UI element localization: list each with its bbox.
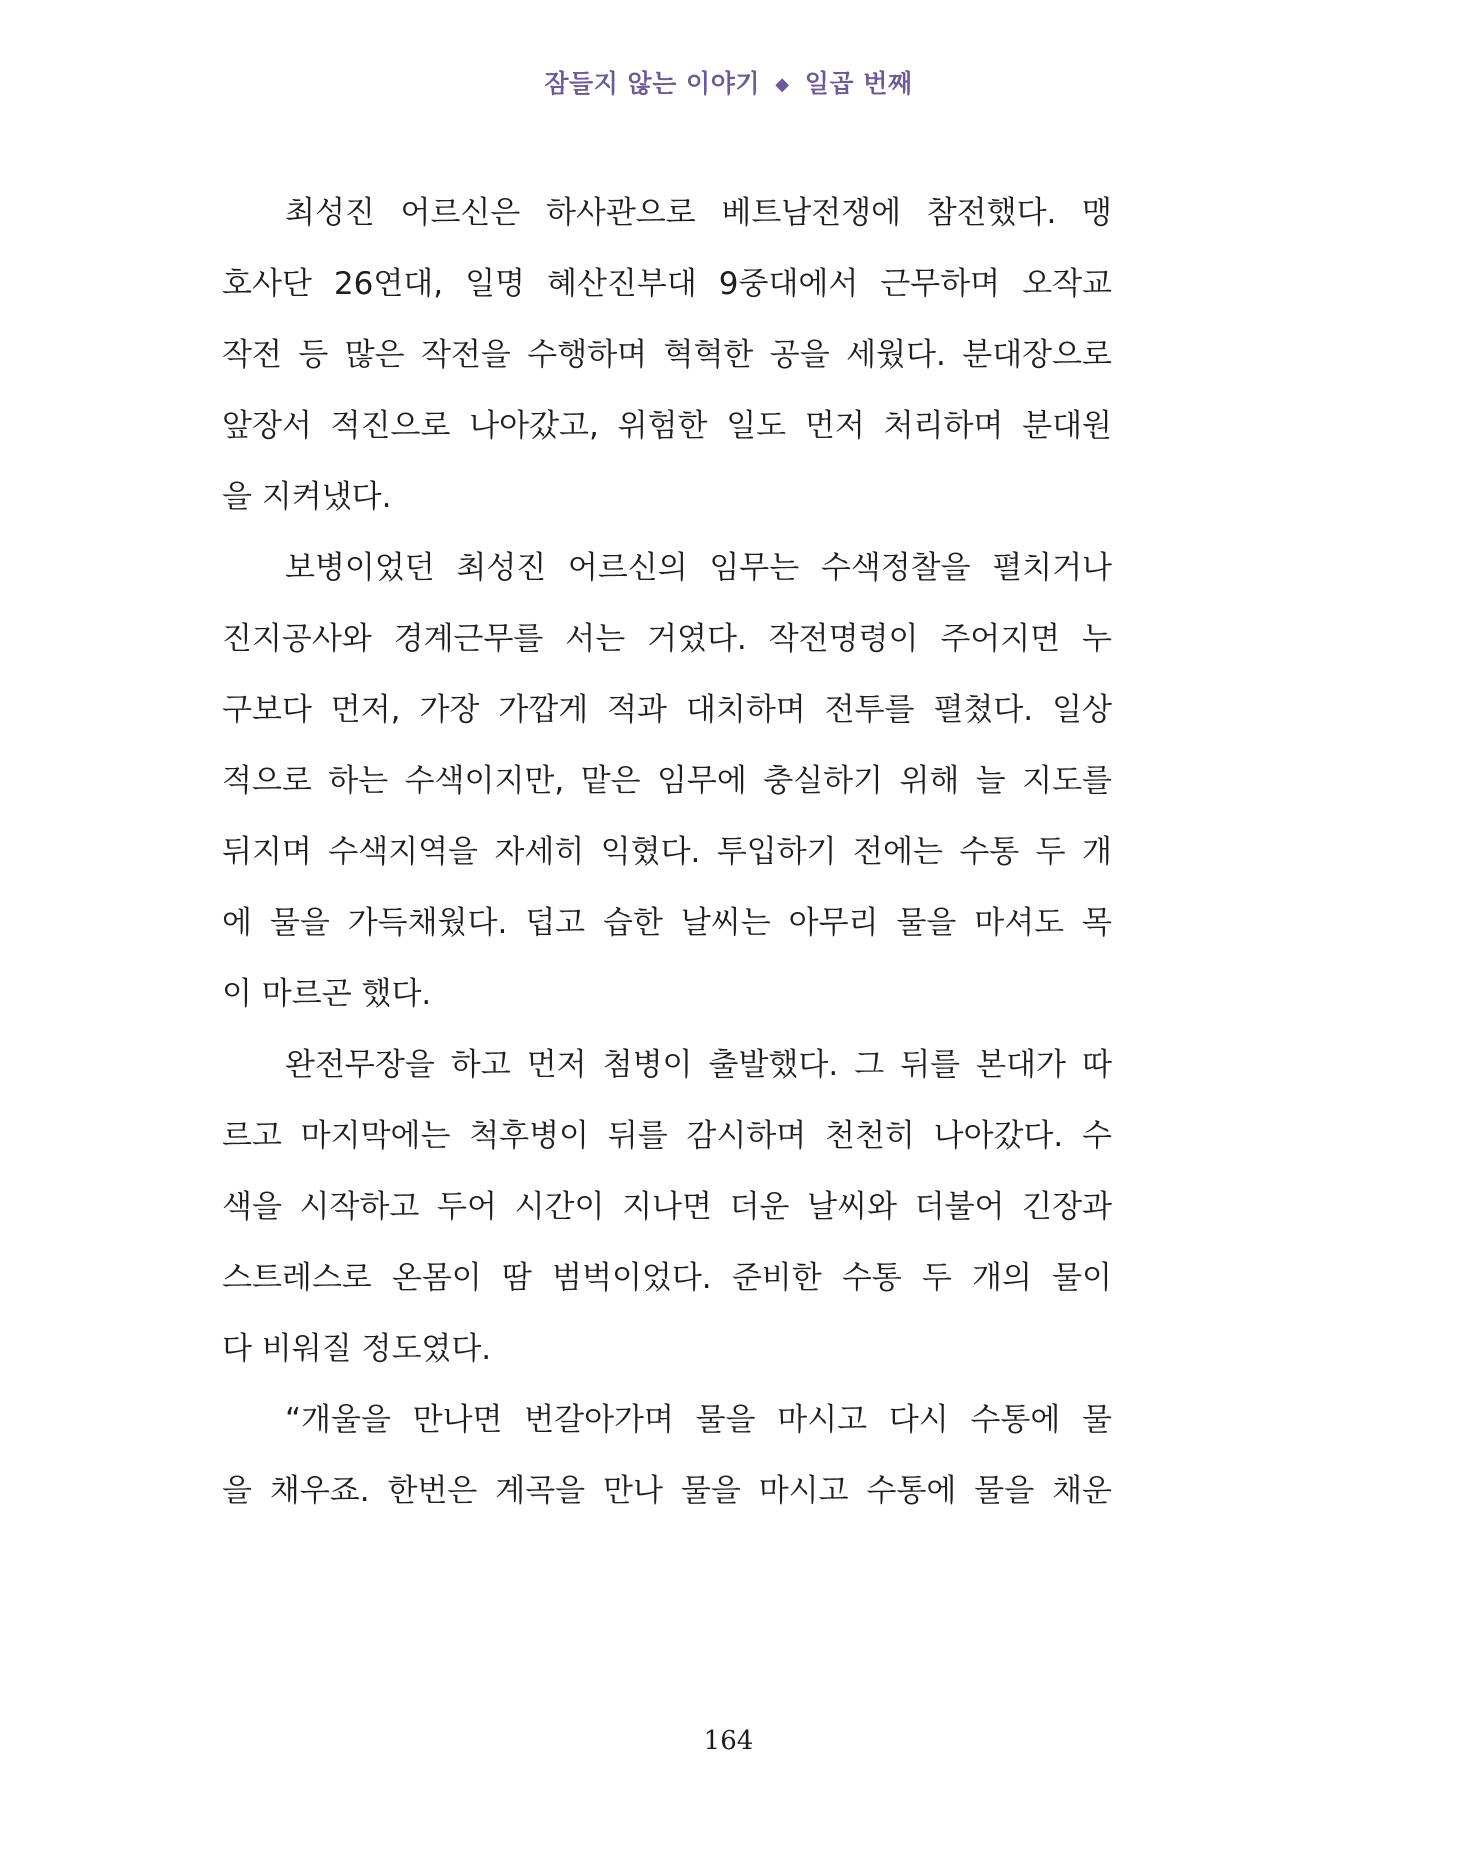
text-line: 에 물을 가득채웠다. 덥고 습한 날씨는 아무리 물을 마셔도 목: [222, 905, 1112, 941]
text-line: 을 채우죠. 한번은 계곡을 만나 물을 마시고 수통에 물을 채운: [222, 1473, 1112, 1509]
text-line: 색을 시작하고 두어 시간이 지나면 더운 날씨와 더불어 긴장과: [222, 1189, 1112, 1225]
text-line: 완전무장을 하고 먼저 첨병이 출발했다. 그 뒤를 본대가 따: [285, 1047, 1112, 1083]
text-line: “개울을 만나면 번갈아가며 물을 마시고 다시 수통에 물: [285, 1402, 1112, 1438]
text-line: 을 지켜냈다.: [222, 479, 392, 515]
text-line: 뒤지며 수색지역을 자세히 익혔다. 투입하기 전에는 수통 두 개: [222, 834, 1112, 870]
diamond-separator-icon: ◆: [775, 74, 790, 95]
text-line: 진지공사와 경계근무를 서는 거였다. 작전명령이 주어지면 누: [222, 621, 1112, 657]
chapter-label: 일곱 번째: [804, 69, 913, 98]
text-line: 앞장서 적진으로 나아갔고, 위험한 일도 먼저 처리하며 분대원: [222, 408, 1112, 444]
book-title: 잠들지 않는 이야기: [544, 69, 760, 98]
text-line: 다 비워질 정도였다.: [222, 1331, 492, 1367]
page-number: 164: [703, 1726, 754, 1756]
text-line: 적으로 하는 수색이지만, 맡은 임무에 충실하기 위해 늘 지도를: [222, 763, 1112, 799]
text-line: 최성진 어르신은 하사관으로 베트남전쟁에 참전했다. 맹: [285, 195, 1112, 231]
text-line: 이 마르곤 했다.: [222, 976, 432, 1012]
running-header: [0, 64, 1457, 100]
text-line: 작전 등 많은 작전을 수행하며 혁혁한 공을 세웠다. 분대장으로: [222, 337, 1112, 373]
body-text: [222, 196, 1112, 1545]
text-line: 구보다 먼저, 가장 가깝게 적과 대치하며 전투를 펼쳤다. 일상: [222, 692, 1112, 728]
text-line: 호사단 26연대, 일명 혜산진부대 9중대에서 근무하며 오작교: [222, 266, 1112, 302]
text-line: 르고 마지막에는 척후병이 뒤를 감시하며 천천히 나아갔다. 수: [222, 1118, 1112, 1154]
text-line: 스트레스로 온몸이 땀 범벅이었다. 준비한 수통 두 개의 물이: [222, 1260, 1112, 1296]
text-line: 보병이었던 최성진 어르신의 임무는 수색정찰을 펼치거나: [285, 550, 1112, 586]
